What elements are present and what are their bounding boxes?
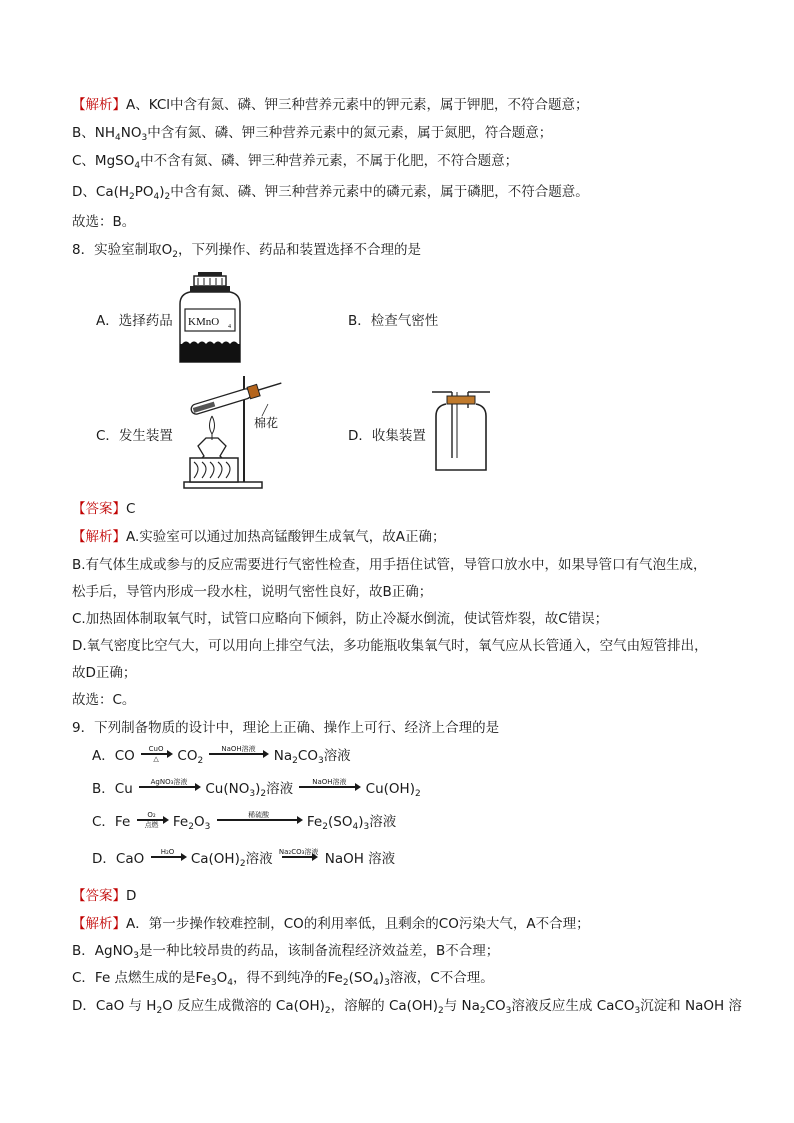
q9-option-a: A．CO CuO △ $CO_2$ NaOH溶液 $Na_2CO_3$溶液	[92, 745, 351, 766]
q9-option-d: D．CaO H₂O $Ca(OH)_2$溶液 Na₂CO₃溶液 NaOH 溶液	[92, 848, 396, 869]
q9-analysis-a: 【解析】A．第一步操作较难控制，CO的利用率低，且剩余的CO污染大气，A不合理；	[72, 916, 590, 932]
bottle-label: KMnO	[188, 316, 220, 328]
q8-analysis-c: C.加热固体制取氧气时，试管口应略向下倾斜，防止冷凝水倒流，使试管炸裂，故C错误；	[72, 611, 609, 627]
q7-choice: 故选：B。	[72, 214, 136, 230]
q7-analysis-a: 【解析】A、KCl中含有氮、磷、钾三种营养元素中的钾元素，属于钾肥，不符合题意；	[72, 97, 589, 113]
q8-option-a: A．选择药品	[96, 313, 173, 329]
q9-analysis-d: D．CaO 与 $H_2O$ 反应生成微溶的 $Ca(OH)_2$，溶解的 $Ca(OH)_2$与 $Na_2CO_3$溶液反应生成 CaCO$_3$沉淀和 NaOH 溶	[72, 998, 742, 1016]
generation-apparatus-figure	[176, 374, 288, 492]
q8-option-b: B．检查气密性	[348, 313, 439, 329]
q7-analysis-b: B、$NH_4NO_3$中含有氮、磷、钾三种营养元素中的氮元素，属于氮肥，符合题意；	[72, 125, 553, 143]
q8-option-c: C．发生装置	[96, 428, 173, 444]
q8-analysis-a: 【解析】A.实验室可以通过加热高锰酸钾生成氧气，故A正确；	[72, 529, 446, 545]
q9-option-c: C．Fe O₂ 点燃 $Fe_2O_3$ 稀硫酸 $Fe_2(SO_4)_3$溶液	[92, 811, 397, 832]
q8-answer: 【答案】C	[72, 501, 136, 517]
q8-option-d: D．收集装置	[348, 428, 426, 444]
q8-choice: 故选：C。	[72, 692, 136, 708]
q9-stem: 9．下列制备物质的设计中，理论上正确、操作上可行、经济上合理的是	[72, 720, 500, 736]
q8-analysis-b1: B.有气体生成或参与的反应需要进行气密性检查，用手捂住试管，导管口放水中，如果导管口有气泡生成，	[72, 557, 707, 573]
analysis-tag: 【解析】	[72, 97, 126, 113]
q7-analysis-c: C、MgSO$_4$中不含有氮、磷、钾三种营养元素，不属于化肥，不符合题意；	[72, 153, 519, 171]
bottle-label-sub: 4	[228, 324, 231, 330]
q8-analysis-d1: D.氧气密度比空气大，可以用向上排空气法，多功能瓶收集氧气时，氧气应从长管通入，空气由短管排出，	[72, 638, 708, 654]
kmno4-bottle-figure	[176, 270, 244, 366]
q8-analysis-d2: 故D正确；	[72, 665, 137, 681]
q9-option-b: B．Cu AgNO₃溶液 $Cu(NO_3)_2$溶液 NaOH溶液 $Cu(OH)_2$	[92, 778, 421, 799]
q9-answer: 【答案】D	[72, 888, 137, 904]
collection-bottle-figure	[430, 386, 492, 474]
q9-analysis-c: C．Fe 点燃生成的是$Fe_3O_4$，得不到纯净的$Fe_2(SO_4)_3$溶液，C不合理。	[72, 970, 494, 988]
q8-analysis-b2: 松手后，导管内形成一段水柱，说明气密性良好，故B正确；	[72, 584, 433, 600]
q9-analysis-b: B．AgNO$_3$是一种比较昂贵的药品，该制备流程经济效益差，B不合理；	[72, 943, 500, 961]
q8-stem: 8．实验室制取$O_2$，下列操作、药品和装置选择不合理的是	[72, 242, 421, 260]
cotton-label: 棉花	[254, 416, 279, 430]
q7-analysis-d: D、$Ca(H_2PO_4)_2$中含有氮、磷、钾三种营养元素中的磷元素，属于磷肥，不符合题意。	[72, 184, 589, 202]
